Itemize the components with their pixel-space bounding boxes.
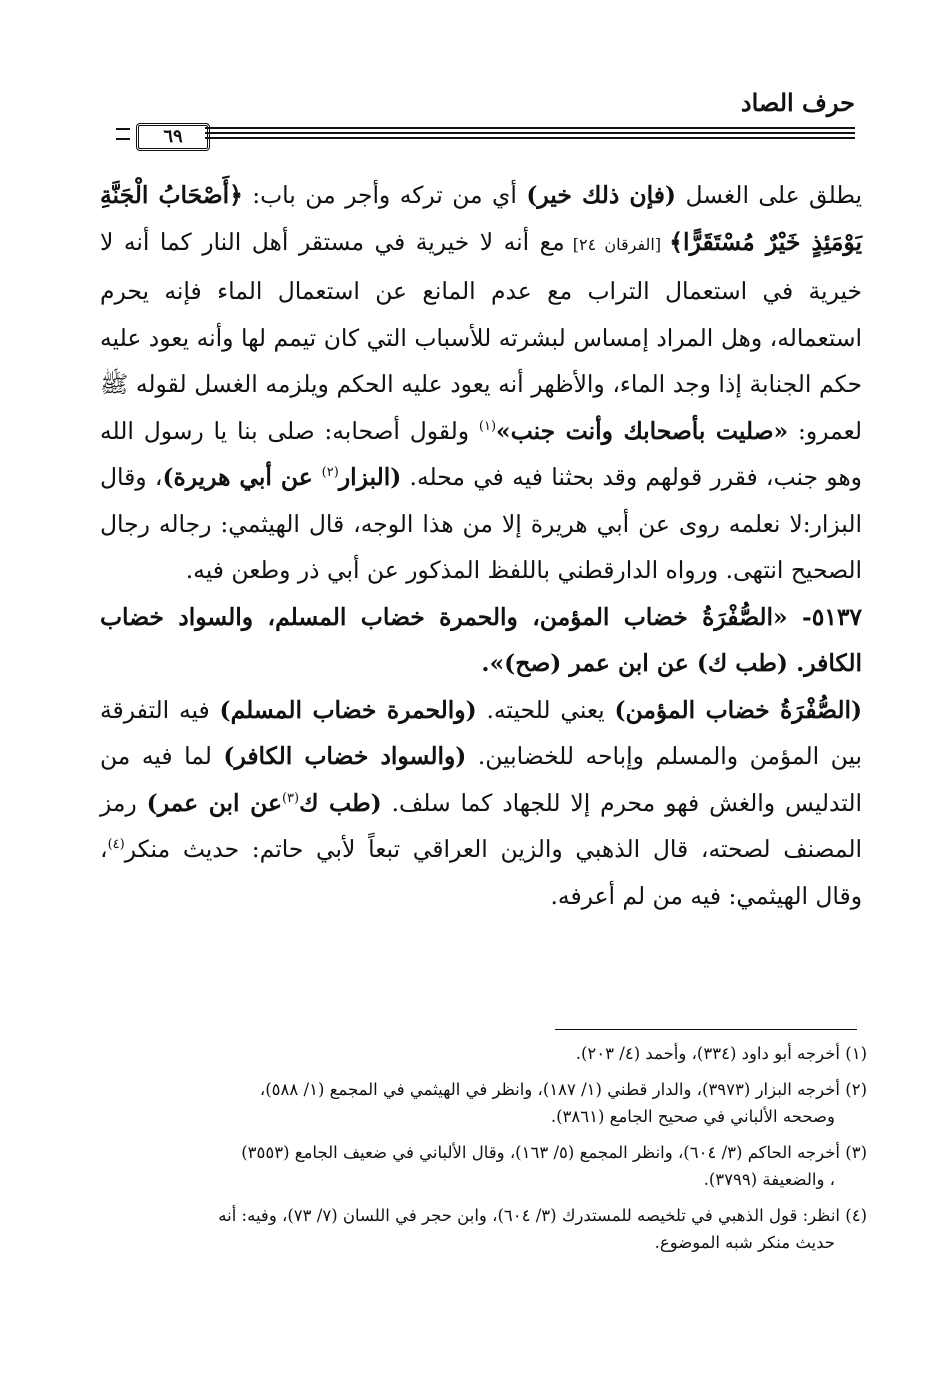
text-run: لما فيه من التدليس والغش فهو محرم إلا للجهاد كما سلف. — [100, 742, 862, 817]
rule-line — [205, 127, 855, 129]
header-rule — [110, 123, 855, 147]
main-text — [100, 172, 862, 919]
text-run: يعني للحيته. — [476, 695, 615, 724]
hadith-quote: «صليت بأصحابك وأنت جنب» — [496, 416, 789, 445]
text-run: ولقول أصحابه: صلى بنا يا رسول الله وهو جنب، فقرر قولهم وقد بحثنا فيه في محله. — [100, 416, 862, 491]
footnote-separator — [555, 1029, 857, 1030]
hadith-entry: ٥١٣٧- «الصُّفْرَةُ خضاب المؤمن، والحمرة خضاب المسلم، والسواد خضاب الكافر. (طب ك) عن ابن عمر (صح)». — [100, 602, 862, 677]
footnote-text: (٣) أخرجه الحاكم (٣/ ٦٠٤)، وانظر المجمع (٥/ ١٦٣)، وقال الألباني في ضعيف الجامع (٣٥٥٣) — [241, 1143, 867, 1162]
text-run: يطلق على الغسل — [675, 181, 863, 209]
footnote-text: حديث منكر شبه الموضوع. — [654, 1233, 835, 1252]
commentary-paragraph — [100, 687, 862, 920]
bold-phrase: (الصُّفْرَةُ خضاب المؤمن) — [614, 695, 863, 724]
footnote — [110, 1202, 867, 1256]
rule-line — [205, 137, 855, 139]
footnote-marker: (٣) — [281, 790, 300, 806]
footnote-text: (٢) أخرجه البزار (٣٩٧٣)، والدار قطني (١/ ١٨٧)، وانظر في الهيثمي في المجمع (١/ ٥٨٨)، — [259, 1080, 867, 1099]
footnote-marker: (١) — [478, 418, 497, 434]
source-citation: (طب ك — [299, 788, 382, 817]
text-run: ، وقال الهيثمي: فيه من لم أعرفه. — [100, 835, 862, 910]
footnote-marker: (٢) — [321, 465, 339, 481]
footnote — [110, 1139, 867, 1193]
footnote-text: ، والضعيفة (٣٧٩٩). — [703, 1170, 835, 1189]
text-run: ، وقال البزار:لا نعلمه روى عن أبي هريرة إلا من هذا الوجه، قال الهيثمي: رجاله رجال الصحيح انتهى. ورواه الدارقطني باللفظ المذكور عن أبي ذر وطعن فيه. — [100, 463, 862, 584]
text-run: فيه التفرقة بين المؤمن والمسلم وإباحه للخضابين. — [100, 695, 863, 770]
footnote — [110, 1076, 867, 1130]
source-citation: (البزار — [338, 463, 402, 491]
rule-end-mark — [116, 128, 130, 140]
rule-line — [205, 132, 855, 134]
text-run: مع أنه لا خيرية في مستقر أهل النار كما أنه لا خيرية في استعمال التراب مع عدم المانع عن استعمال الماء فإنه يحرم استعماله، وهل المراد إمساس لبشرته للأسباب التي كان تيمم لها وأنه يعود عليه حكم الجنابة إذا وجد الماء، والأظهر أنه يعود عليه الحكم ويلزمه الغسل لقوله ﷺ لعمرو: — [100, 227, 863, 445]
footnote-text: (١) أخرجه أبو داود (٣٣٤)، وأحمد (٤/ ٢٠٣). — [575, 1044, 867, 1063]
commentary-paragraph — [100, 172, 862, 594]
quran-verse: ﴿أَصْحَابُ الْجَنَّةِ يَوْمَئِذٍ خَيْرٌ مُسْتَقَرًّا﴾ — [100, 181, 862, 256]
bold-phrase: (والسواد خضاب الكافر) — [223, 742, 467, 770]
footnote-marker: (٤) — [107, 837, 125, 853]
footnote-text: وصححه الألباني في صحيح الجامع (٣٨٦١). — [550, 1107, 835, 1126]
text-run: أي من تركه وأجر من باب: — [242, 181, 527, 209]
bold-phrase: (فإن ذلك خير) — [526, 181, 676, 209]
verse-reference: [الفرقان ٢٤] — [564, 234, 670, 254]
footnote-text: (٤) انظر: قول الذهبي في تلخيصه للمستدرك (٣/ ٦٠٤)، وابن حجر في اللسان (٧/ ٧٣)، وفيه: أنه — [218, 1206, 867, 1225]
text-run: رمز المصنف لصحته، قال الذهبي والزين العراقي تبعاً لأبي حاتم: حديث منكر — [100, 788, 862, 863]
page-number: ٦٩ — [136, 123, 210, 151]
footnote — [110, 1040, 867, 1067]
running-title: حرف الصاد — [740, 88, 855, 117]
page-header — [110, 88, 855, 152]
footnotes — [110, 1040, 867, 1265]
source-citation: عن ابن عمر) — [146, 788, 282, 817]
source-citation: عن أبي هريرة) — [162, 463, 322, 491]
bold-phrase: (والحمرة خضاب المسلم) — [219, 695, 477, 724]
